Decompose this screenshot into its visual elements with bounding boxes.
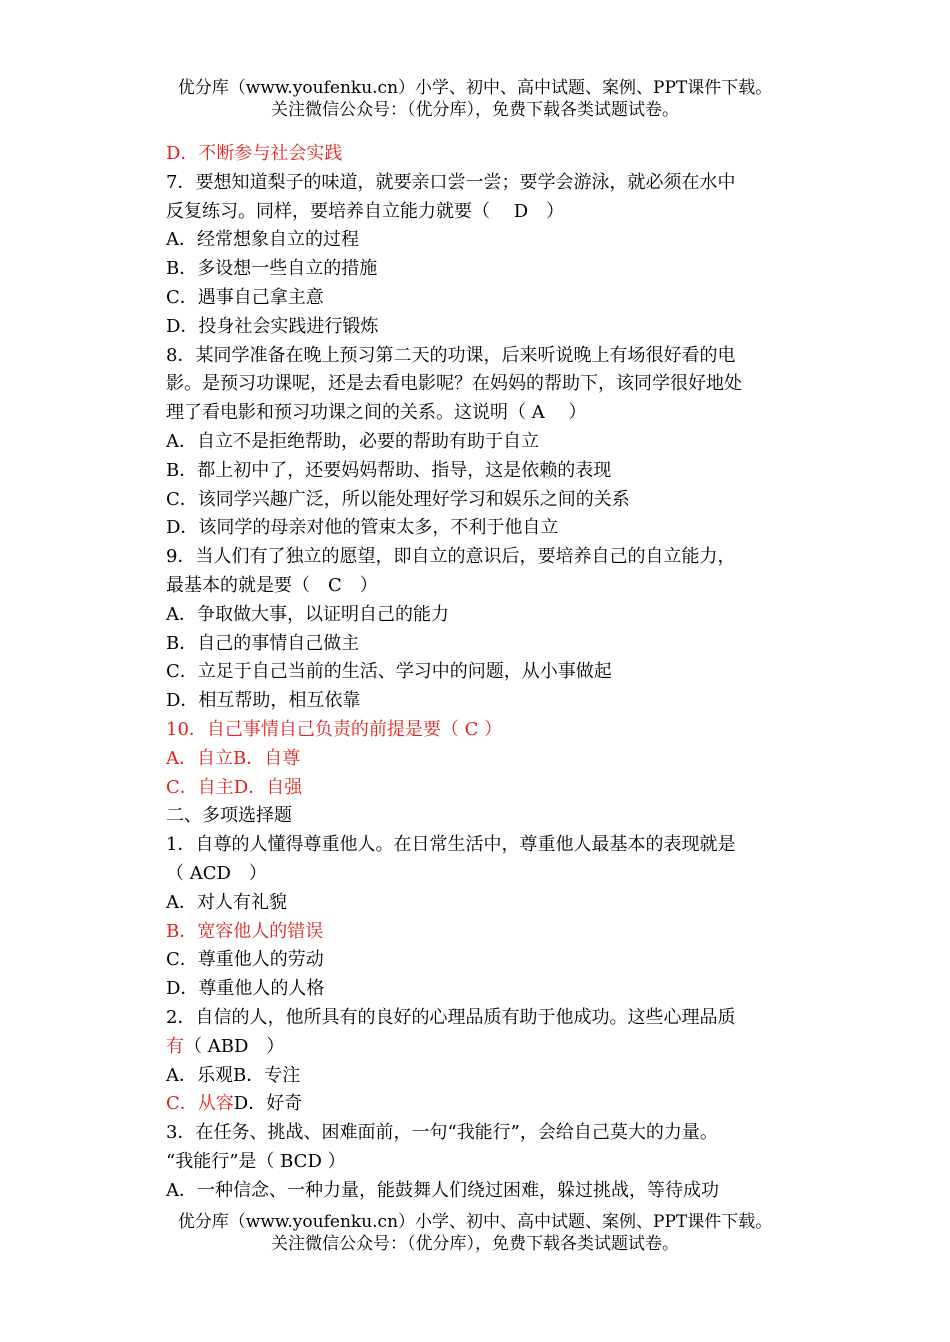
text-line — [166, 918, 786, 947]
text-segment: 9．当人们有了独立的愿望，即自立的意识后，要培养自己的自立能力， — [166, 546, 736, 568]
text-line — [166, 1004, 786, 1033]
text-segment: 二、多项选择题 — [166, 805, 292, 827]
text-line — [166, 514, 786, 543]
text-segment: 最基本的就是要（ C ） — [166, 574, 378, 596]
text-segment: B．都上初中了，还要妈妈帮助、指导，这是依赖的表现 — [166, 459, 612, 481]
text-segment: B．多设想一些自立的措施 — [166, 258, 378, 280]
text-line — [166, 1062, 786, 1091]
page-footer — [0, 1211, 950, 1255]
text-segment: D．好奇 — [233, 1093, 303, 1115]
text-line — [166, 946, 786, 975]
text-segment: A．对人有礼貌 — [166, 891, 287, 913]
text-line — [166, 370, 786, 399]
text-segment: 2．自信的人，他所具有的良好的心理品质有助于他成功。这些心理品质 — [166, 1006, 736, 1028]
text-line — [166, 658, 786, 687]
text-line — [166, 687, 786, 716]
text-line — [166, 860, 786, 889]
text-segment: A．乐观B．专注 — [166, 1064, 301, 1086]
text-line — [166, 774, 786, 803]
text-line — [166, 1177, 786, 1206]
text-segment: C．自主D．自强 — [166, 776, 303, 798]
page-header — [0, 77, 950, 121]
text-segment: A．自立B．自尊 — [166, 747, 301, 769]
text-segment: C．该同学兴趣广泛，所以能处理好学习和娱乐之间的关系 — [166, 488, 630, 510]
text-line — [166, 543, 786, 572]
text-segment: C．立足于自己当前的生活、学习中的问题，从小事做起 — [166, 661, 612, 683]
text-segment: C．从容 — [166, 1093, 234, 1115]
text-segment: 理了看电影和预习功课之间的关系。这说明（ A ） — [166, 402, 587, 424]
text-line — [166, 428, 786, 457]
text-line — [166, 255, 786, 284]
text-line — [166, 198, 786, 227]
text-segment: 1．自尊的人懂得尊重他人。在日常生活中，尊重他人最基本的表现就是 — [166, 834, 736, 856]
text-segment: C．遇事自己拿主意 — [166, 286, 324, 308]
text-segment: “我能行”是（ BCD ） — [166, 1150, 346, 1172]
text-segment: A．争取做大事，以证明自己的能力 — [166, 603, 449, 625]
text-line — [166, 745, 786, 774]
text-segment: D．投身社会实践进行锻炼 — [166, 315, 379, 337]
text-line — [166, 889, 786, 918]
text-segment: D．尊重他人的人格 — [166, 978, 325, 1000]
text-segment: （ ABD ） — [184, 1035, 285, 1057]
text-segment: 影。是预习功课呢，还是去看电影呢？在妈妈的帮助下，该同学很好地处 — [166, 373, 742, 395]
text-line — [166, 1033, 786, 1062]
footer-line-1: 优分库（www.youfenku.cn）小学、初中、高中试题、案例、PPT课件下载。 — [177, 1212, 773, 1232]
text-line — [166, 975, 786, 1004]
header-line-1: 优分库（www.youfenku.cn）小学、初中、高中试题、案例、PPT课件下载。 — [177, 78, 773, 98]
text-line — [166, 1148, 786, 1177]
text-line — [166, 313, 786, 342]
text-line — [166, 601, 786, 630]
text-segment: B．自己的事情自己做主 — [166, 632, 360, 654]
text-line — [166, 169, 786, 198]
text-segment: 反复练习。同样，要培养自立能力就要（ D ） — [166, 200, 565, 222]
text-segment: 7．要想知道梨子的味道，就要亲口尝一尝；要学会游泳，就必须在水中 — [166, 171, 736, 193]
question-content — [166, 140, 786, 1205]
text-line — [166, 802, 786, 831]
text-line — [166, 226, 786, 255]
text-segment: 有 — [166, 1035, 184, 1057]
text-segment: 8．某同学准备在晚上预习第二天的功课，后来听说晚上有场很好看的电 — [166, 344, 736, 366]
text-line — [166, 399, 786, 428]
text-line — [166, 630, 786, 659]
text-line — [166, 716, 786, 745]
text-segment: C．尊重他人的劳动 — [166, 949, 324, 971]
text-line — [166, 1090, 786, 1119]
text-segment: D．相互帮助，相互依靠 — [166, 690, 361, 712]
text-line — [166, 342, 786, 371]
text-segment: 3．在任务、挑战、困难面前，一句“我能行”，会给自己莫大的力量。 — [166, 1122, 718, 1144]
text-segment: D．该同学的母亲对他的管束太多，不利于他自立 — [166, 517, 559, 539]
text-line — [166, 457, 786, 486]
text-segment: （ ACD ） — [166, 862, 267, 884]
header-line-2: 关注微信公众号：（优分库），免费下载各类试题试卷。 — [271, 100, 679, 120]
text-line — [166, 486, 786, 515]
footer-line-2: 关注微信公众号：（优分库），免费下载各类试题试卷。 — [271, 1234, 679, 1254]
text-line — [166, 284, 786, 313]
text-line — [166, 1119, 786, 1148]
text-segment: D．不断参与社会实践 — [166, 143, 343, 164]
text-line — [166, 572, 786, 601]
text-segment: A．自立不是拒绝帮助，必要的帮助有助于自立 — [166, 430, 539, 452]
text-segment: A．经常想象自立的过程 — [166, 229, 359, 251]
text-line — [166, 140, 786, 169]
text-segment: 10．自己事情自己负责的前提是要（ C ） — [166, 718, 503, 740]
text-line — [166, 831, 786, 860]
text-segment: A．一种信念、一种力量，能鼓舞人们绕过困难，躲过挑战，等待成功 — [166, 1179, 719, 1201]
text-segment: B．宽容他人的错误 — [166, 920, 324, 942]
